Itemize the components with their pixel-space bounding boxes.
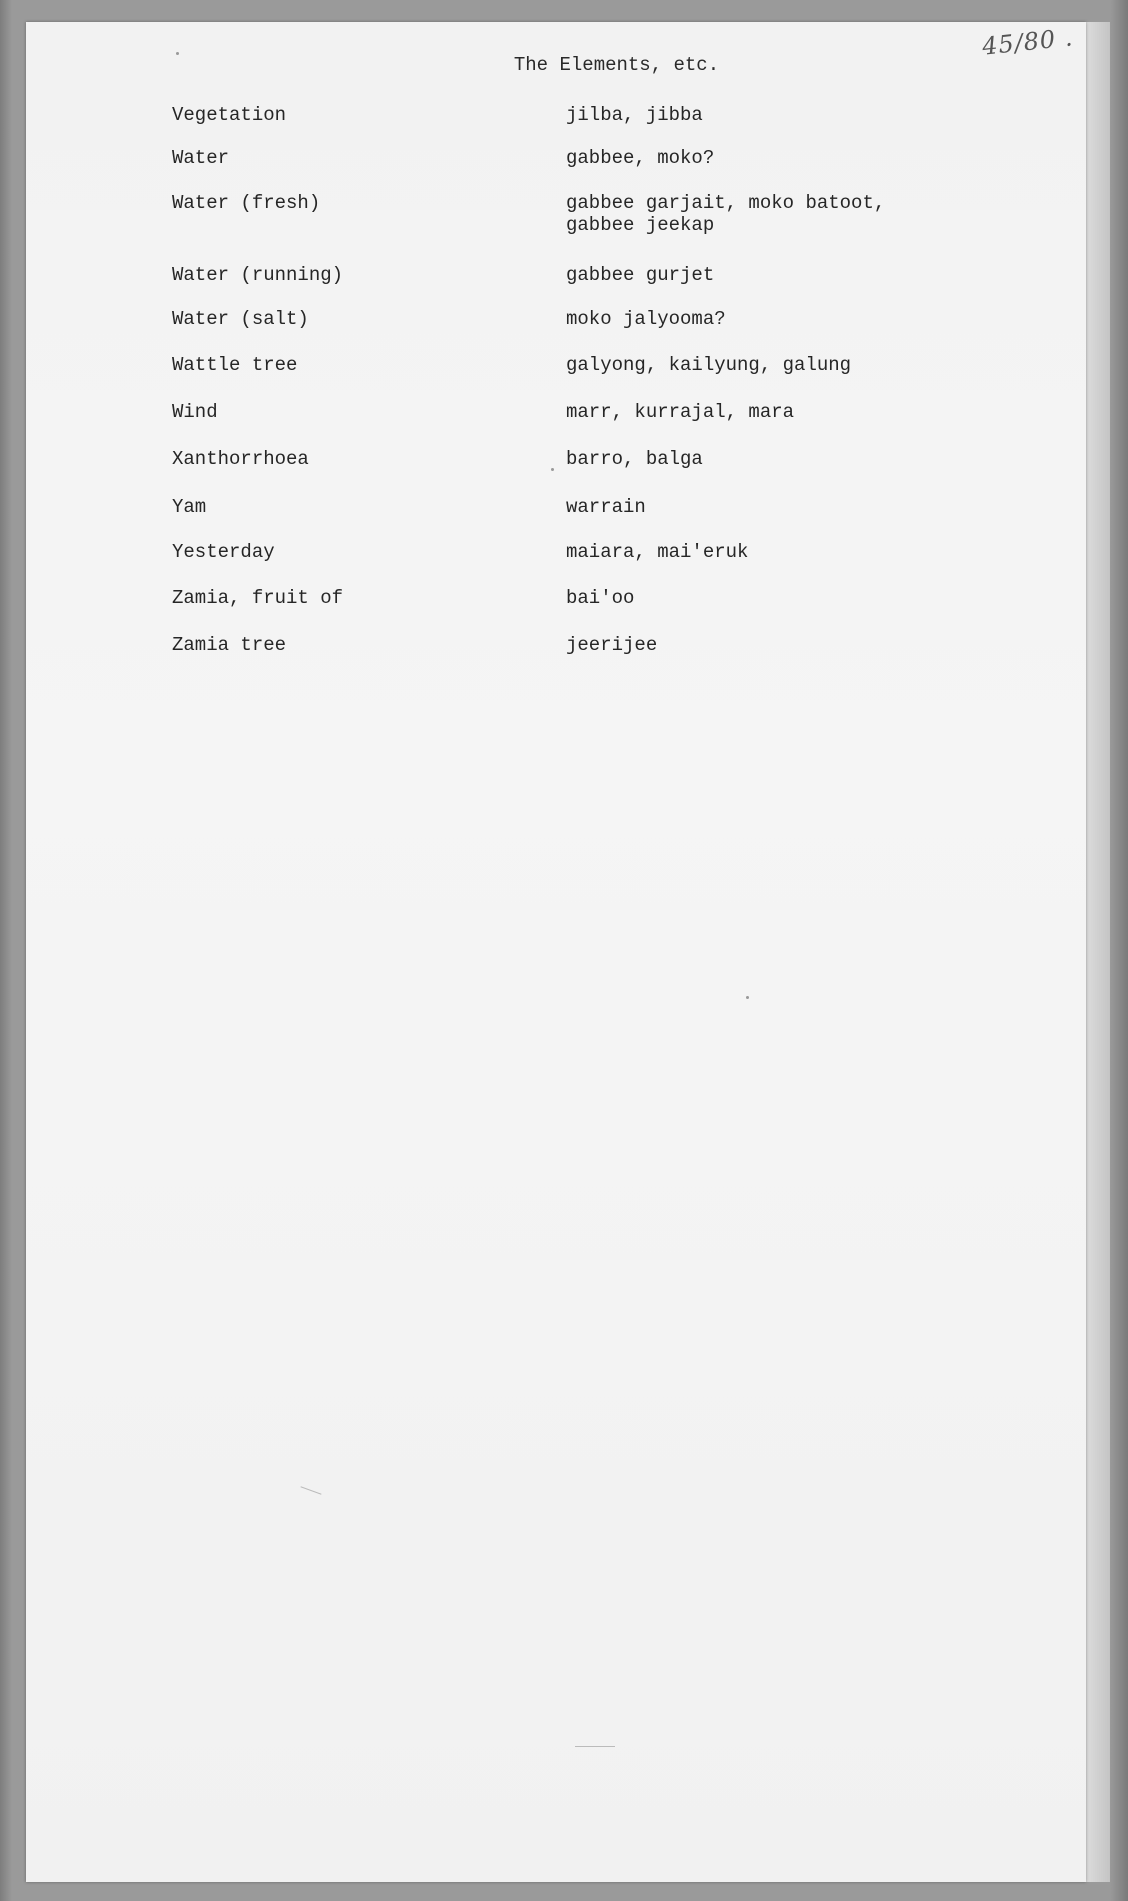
entry-term: Wind (172, 401, 218, 423)
entry-term: Water (172, 147, 230, 169)
entry-term: Water (salt) (172, 308, 309, 330)
sheet-edge (1086, 22, 1110, 1882)
entry-gloss: barro, balga (566, 448, 703, 470)
entry-term: Wattle tree (172, 354, 298, 376)
entry-term: Zamia, fruit of (172, 587, 344, 609)
entry-gloss: gabbee garjait, moko batoot, (566, 192, 886, 214)
entry-gloss: moko jalyooma? (566, 308, 726, 330)
entry-gloss: jilba, jibba (566, 104, 703, 126)
paper-speck (551, 468, 554, 471)
entry-gloss: bai'oo (566, 587, 635, 609)
entry-gloss: warrain (566, 496, 646, 518)
entry-term: Yesterday (172, 541, 275, 563)
entry-term: Yam (172, 496, 207, 518)
entry-term: Water (running) (172, 264, 344, 286)
page-title: The Elements, etc. (513, 54, 720, 76)
typed-sheet (26, 22, 1086, 1882)
entry-gloss: marr, kurrajal, mara (566, 401, 795, 423)
paper-speck (176, 52, 179, 55)
entry-gloss: jeerijee (566, 634, 658, 656)
entry-term: Zamia tree (172, 634, 287, 656)
entry-term: Xanthorrhoea (172, 448, 309, 470)
entry-gloss-continued: gabbee jeekap (566, 214, 715, 236)
entry-gloss: maiara, mai'eruk (566, 541, 749, 563)
entry-term: Vegetation (172, 104, 287, 126)
paper-mark (575, 1746, 615, 1747)
entry-gloss: gabbee gurjet (566, 264, 715, 286)
entry-gloss: galyong, kailyung, galung (566, 354, 852, 376)
paper-speck (746, 996, 749, 999)
folio-number: 45/80 . (980, 23, 1075, 61)
entry-term: Water (fresh) (172, 192, 321, 214)
entry-gloss: gabbee, moko? (566, 147, 715, 169)
